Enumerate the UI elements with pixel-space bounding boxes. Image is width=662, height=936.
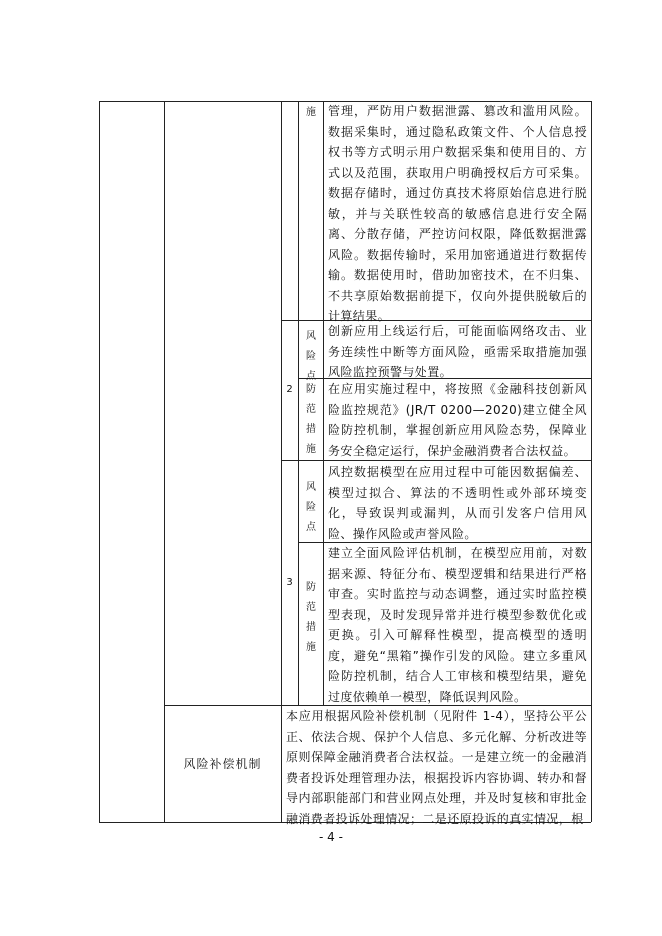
measure-label-3 (299, 578, 323, 658)
column-line-2 (281, 101, 282, 822)
risk-label-3-char: 险 (306, 502, 316, 513)
measure-text-3-content: 建立全面风险评估机制，在模型应用前，对数据来源、特征分布、模型逻辑和结果进行严格审查。实时监控与动态调整，通过实时监控模型表现，及时发现异常并进行模型参数优化或更换。引入可解释性模型，提高模型的透明度，避免“黑箱”操作引发的风险。建立多重风险防控机制，结合人工审核和模型结果，避免过度依赖单一模型，降低误判风险。 (328, 546, 587, 704)
measure-text-2 (328, 379, 587, 461)
measure-text-1-content: 管理，严防用户数据泄露、篡改和滥用风险。数据采集时，通过隐私政策文件、个人信息授权书等方式明示用户数据采集和使用目的、方式以及范围，获取用户明确授权后方可采集。数据存储时，通过仿真技术将原始信息进行脱敏，并与关联性较高的敏感信息进行安全隔离、分散存储，严控访问权限，降低数据泄露风险。数据传输时，采用加密通道进行数据传输。数据使用时，借助加密技术，在不归集、不共享原始数据前提下，仅向外提供脱敏后的计算结果。 (328, 104, 587, 323)
risk-item-number-3 (281, 577, 298, 588)
compensation-text (286, 706, 587, 829)
risk-item-number-3-text: 3 (286, 577, 293, 588)
risk-text-3-content: 风控数据模型在应用过程中可能因数据偏差、模型过拟合、算法的不透明性或外部环境变化，导致误判或漏判，从而引发客户信用风险、操作风险或声誉风险。 (328, 465, 587, 541)
measure-text-3 (328, 543, 587, 707)
risk-text-2-content: 创新应用上线运行后，可能面临网络攻击、业务连续性中断等方面风险，亟需采取措施加强风险监控预警与处置。 (328, 324, 587, 379)
risk-label-3-char: 点 (306, 522, 316, 533)
risk-label-3-char: 风 (306, 482, 316, 493)
measure-label-3-char: 防 (306, 582, 316, 593)
measure-text-1 (328, 101, 587, 327)
page-number: - 4 - (319, 830, 343, 844)
measure-label-3-char: 措 (306, 622, 316, 633)
risk-label-2-char: 风 (306, 331, 316, 342)
compensation-label-text: 风险补偿机制 (183, 757, 262, 771)
table-border-right (591, 101, 592, 822)
column-line-4 (323, 101, 324, 705)
risk-item-number-2 (281, 384, 298, 395)
measure-label-char: 施 (306, 107, 316, 118)
risk-label-2 (299, 319, 323, 387)
measure-label-2-char: 范 (306, 404, 316, 415)
risk-label-3 (299, 468, 323, 538)
risk-label-2-char: 险 (306, 351, 316, 362)
measure-text-2-content: 在应用实施过程中，将按照《金融科技创新风险监控规范》(JR/T 0200—2020)建立健全风险防控机制，掌握创新应用风险态势，保障业务安全稳定运行，保护金融消费者合法权益。 (328, 382, 587, 458)
measure-label-2-char: 施 (306, 444, 316, 455)
measure-label-3-char: 施 (306, 642, 316, 653)
measure-label-tail (299, 103, 323, 123)
table-border-left (99, 101, 100, 822)
measure-label-3-char: 范 (306, 602, 316, 613)
column-line-1 (164, 101, 165, 822)
risk-text-2 (328, 321, 587, 383)
compensation-text-content: 本应用根据风险补偿机制（见附件 1-4），坚持公平公正、依法合规、保护个人信息、多元化解、分析改进等原则保障金融消费者合法权益。一是建立统一的金融消费者投诉处理管理办法，根据投诉内容协调、转办和督导内部职能部门和营业网点处理，并及时复核和审批金融消费者投诉处理情况；二是还原投诉的真实情况，根 (286, 709, 587, 826)
compensation-label (164, 755, 281, 772)
risk-item-number-2-text: 2 (286, 384, 293, 395)
risk-label-2-char: 点 (306, 371, 316, 382)
measure-label-2-char: 措 (306, 424, 316, 435)
measure-label-2-char: 防 (306, 384, 316, 395)
measure-label-2 (299, 380, 323, 460)
risk-text-3 (328, 462, 587, 544)
